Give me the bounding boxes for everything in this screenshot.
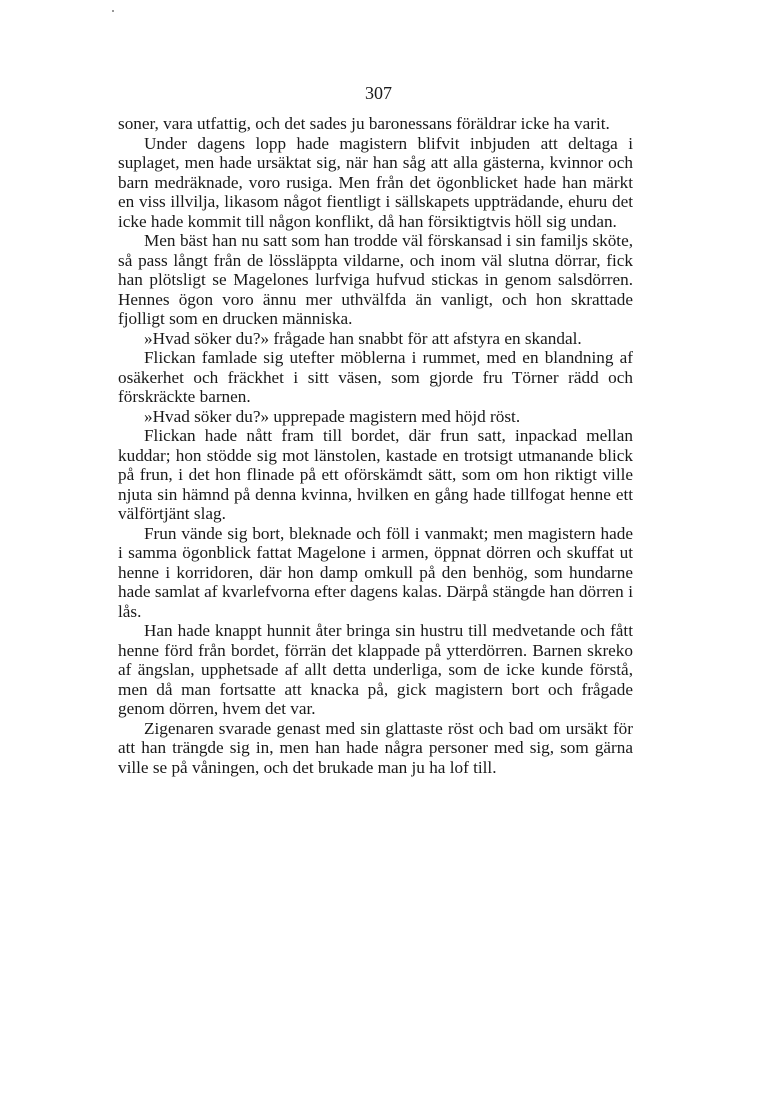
scan-speck	[112, 10, 114, 12]
paragraph: Frun vände sig bort, bleknade och föll i vanmakt; men magistern hade i samma ögonblick fattat Magelone i armen, öppnat dörren och skuffat ut henne i korridoren, där hon damp omkull på den benhög, som hundarne hade samlat af kvarlefvorna efter dagens kalas. Därpå stängde han dörren i lås.	[118, 523, 633, 621]
paragraph-dialogue: »Hvad söker du?» frågade han snabbt för att afstyra en skandal.	[144, 328, 582, 348]
paragraph-dialogue: »Hvad söker du?» upprepade magistern med höjd röst.	[144, 406, 521, 426]
page-number: 307	[365, 83, 392, 103]
body-text	[118, 114, 633, 777]
paragraph-continuation: soner, vara utfattig, och det sades ju baronessans föräldrar icke ha varit.	[118, 114, 610, 133]
paragraph: Under dagens lopp hade magistern blifvit inbjuden att deltaga i suplaget, men hade ursäktat sig, när han såg att alla gästerna, kvinnor och barn medräknade, voro rusiga. Men från det ögonblicket hade han märkt en viss illvilja, likasom något fientligt i sällskapets uppträdande, ehuru det icke hade kommit till någon konflikt, då han försiktigtvis höll sig undan.	[118, 133, 633, 231]
paragraph: Han hade knappt hunnit åter bringa sin hustru till medvetande och fått henne förd från bordet, förrän det klappade på ytterdörren. Barnen skreko af ängslan, upphetsade af allt detta underliga, som de icke kunde förstå, men då man fortsatte att knacka på, gick magistern bort och frågade genom dörren, hvem det var.	[118, 621, 633, 718]
book-page	[118, 82, 633, 777]
paragraph: Zigenaren svarade genast med sin glattaste röst och bad om ursäkt för att han trängde sig in, men han hade några personer med sig, som gärna ville se på våningen, och det brukade man ju ha lof till.	[118, 718, 633, 777]
paragraph: Flickan hade nått fram till bordet, där frun satt, inpackad mellan kuddar; hon stödde sig mot länstolen, kastade en trotsigt utmanande blick på frun, i det hon flinade på ett oförskämdt sätt, som om hon riktigt ville njuta sin hämnd på denna kvinna, hvilken en gång hade tillfogat henne ett välförtjänt slag.	[118, 426, 633, 523]
paragraph: Men bäst han nu satt som han trodde väl förskansad i sin familjs sköte, så pass långt från de lössläppta vildarne, och inom väl slutna dörrar, fick han plötsligt se Magelones lurfviga hufvud stickas in genom salsdörren. Hennes ögon voro ännu mer uthvälfda än vanligt, och hon skrattade fjolligt som en drucken människa.	[118, 231, 633, 328]
paragraph: Flickan famlade sig utefter möblerna i rummet, med en blandning af osäkerhet och fräckhet i sitt väsen, som gjorde fru Törner rädd och förskräckte barnen.	[118, 348, 633, 406]
